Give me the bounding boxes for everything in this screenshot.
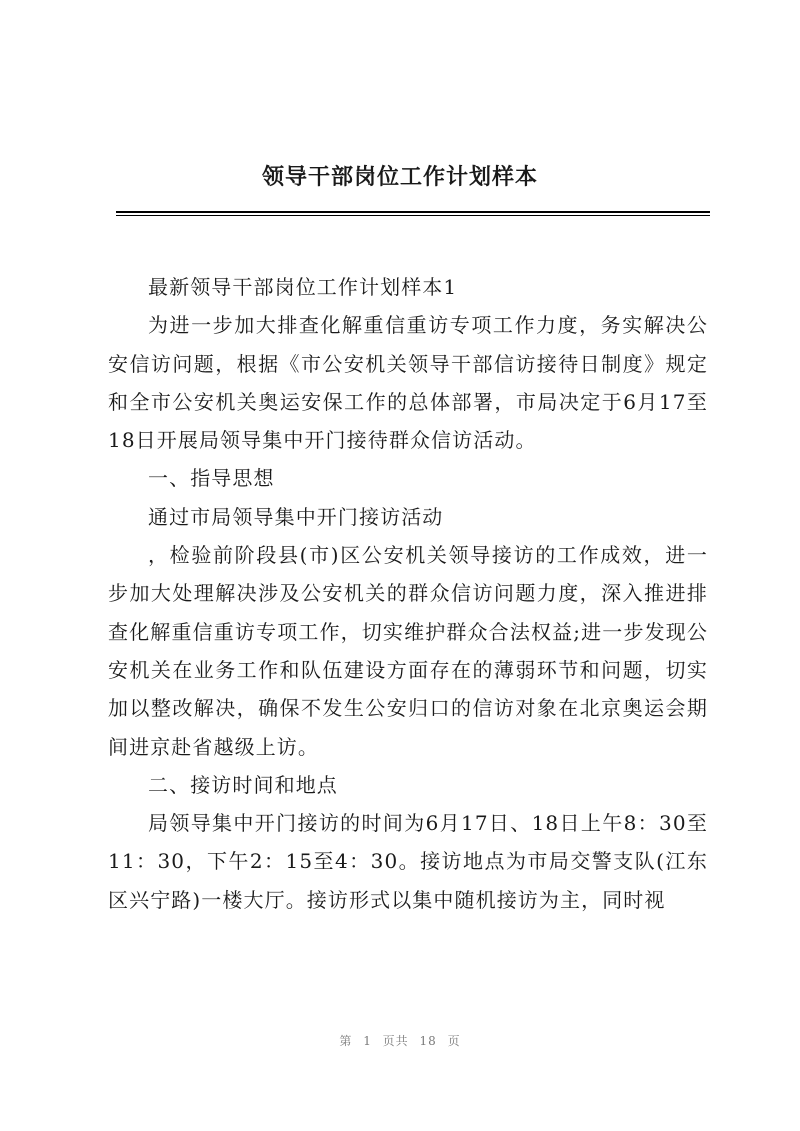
page-current: 1 xyxy=(363,1034,372,1048)
page-footer xyxy=(0,1032,800,1049)
page-end: 页 xyxy=(447,1034,461,1048)
paragraph: 为进一步加大排查化解重信重访专项工作力度，务实解决公安信访问题，根据《市公安机关领导干部信访接待日制度》规定和全市公安机关奥运安保工作的总体部署，市局决定于6月17至18日开展局领导集中开门接待群众信访活动。 xyxy=(108,313,708,453)
page-title: 领导干部岗位工作计划样本 xyxy=(261,165,538,190)
document-body xyxy=(108,268,708,919)
page-separator: 页共 xyxy=(382,1034,409,1048)
page-label: 第 xyxy=(339,1034,353,1048)
title-divider xyxy=(116,211,710,213)
page-total: 18 xyxy=(419,1034,437,1048)
section-heading: 最新领导干部岗位工作计划样本1 xyxy=(148,275,458,299)
paragraph: ，检验前阶段县(市)区公安机关领导接访的工作成效，进一步加大处理解决涉及公安机关的群众信访问题力度，深入推进排查化解重信重访专项工作，切实维护群众合法权益;进一步发现公安机关在业务工作和队伍建设方面存在的薄弱环节和问题，切实加以整改解决，确保不发生公安归口的信访对象在北京奥运会期间进京赴省越级上访。 xyxy=(108,543,708,759)
paragraph: 局领导集中开门接访的时间为6月17日、18日上午8：30至11：30，下午2：15至4：30。接访地点为市局交警支队(江东区兴宁路)一楼大厅。接访形式以集中随机接访为主，同时视 xyxy=(108,811,708,912)
section-heading: 一、指导思想 xyxy=(148,466,275,491)
title-divider-thin xyxy=(116,215,710,216)
paragraph: 通过市局领导集中开门接访活动 xyxy=(148,504,444,529)
section-heading: 二、接访时间和地点 xyxy=(148,772,338,797)
